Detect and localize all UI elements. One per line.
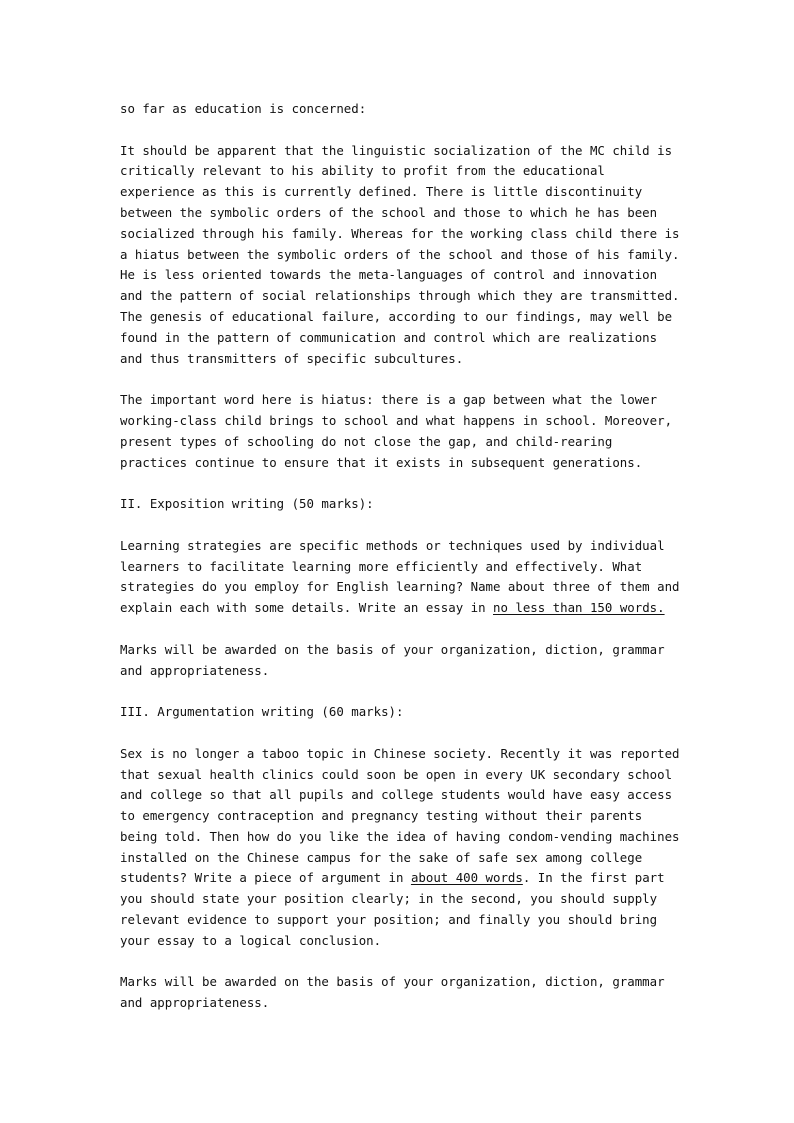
section-3-prompt-continuation: . In the first part you should state your position clearly; in the second, you should supply relevant evidence to support your position; and finally you should bring your essay to a logical conclusion.	[120, 870, 673, 948]
section-2-marks-note: Marks will be awarded on the basis of your organization, diction, grammar and appropriateness.	[120, 641, 673, 678]
section-3-heading: III. Argumentation writing (60 marks):	[120, 704, 404, 720]
section-3-prompt	[120, 744, 687, 952]
section-2-prompt-text: Learning strategies are specific methods or techniques used by individual learners to facilitate learning more efficiently and effectively. What strategies do you employ for English learning? Name about three of them and explain each with some details. Write an essay in	[120, 537, 687, 616]
section-3-prompt-text: Sex is no longer a taboo topic in Chinese society. Recently it was reported that sexual health clinics could soon be open in every UK secondary school and college so that all pupils and college students would have easy access to emergency contraception and pregnancy testing without their parents being told. Then how do you like the idea of having condom-vending machines installed on the Chinese campus for the sake of safe sex among college students? Write a piece of argument in	[120, 745, 687, 886]
section-3-word-requirement: about 400 words	[410, 870, 523, 886]
document-page	[120, 99, 687, 1035]
section-2-prompt	[120, 536, 687, 619]
quote-paragraph: It should be apparent that the linguistic socialization of the MC child is critically relevant to his ability to profit from the educational experience as this is currently defined. There is little discontinuity between the symbolic orders of the school and those to which he has been socialized through his family. Whereas for the working class child there is a hiatus between the symbolic orders of the school and those of his family. He is less oriented towards the meta-languages of control and innovation and the pattern of social relationships through which they are transmitted. The genesis of educational failure, according to our findings, may well be found in the pattern of communication and control which are realizations and thus transmitters of specific subcultures.	[120, 142, 687, 366]
section-2-word-requirement: no less than 150 words.	[493, 600, 665, 616]
section-3-marks-note: Marks will be awarded on the basis of your organization, diction, grammar and appropriateness.	[120, 974, 673, 1011]
section-2-heading: II. Exposition writing (50 marks):	[120, 496, 374, 512]
hiatus-paragraph: The important word here is hiatus: there is a gap between what the lower working-class child brings to school and what happens in school. Moreover, present types of schooling do not close the gap, and child-rearing practices continue to ensure that it exists in subsequent generations.	[120, 392, 680, 470]
intro-line: so far as education is concerned:	[120, 101, 367, 116]
